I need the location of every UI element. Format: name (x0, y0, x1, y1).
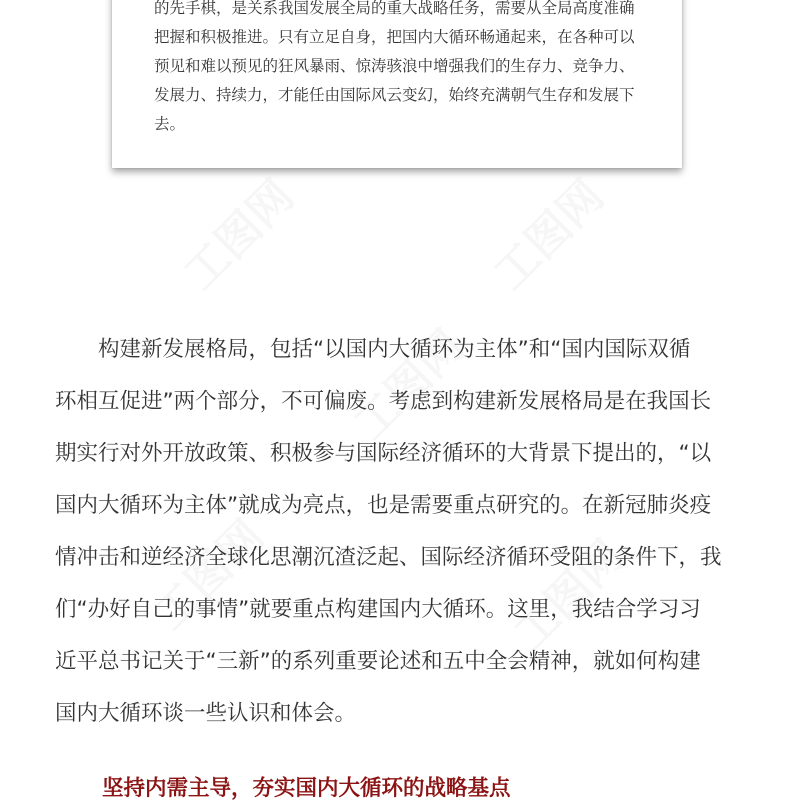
body-line: 国内大循环谈一些认识和体会。 (55, 701, 357, 726)
body-paragraph (55, 324, 755, 740)
quote-line: 预见和难以预见的狂风暴雨、惊涛骇浪中增强我们的生存力、竞争力、 (154, 57, 635, 75)
body-line: 近平总书记关于“三新”的系列重要论述和五中全会精神，就如何构建 (55, 649, 701, 674)
body-line: 环相互促进”两个部分，不可偏废。考虑到构建新发展格局是在我国长 (55, 389, 712, 414)
quote-line: 的先手棋，是关系我国发展全局的重大战略任务，需要从全局高度准确 (154, 0, 635, 17)
watermark (167, 163, 306, 302)
quote-line: 发展力、持续力，才能任由国际风云变幻，始终充满朝气生存和发展下 (154, 86, 635, 104)
body-line: 构建新发展格局，包括“以国内大循环为主体”和“国内国际双循 (55, 337, 691, 362)
body-line: 国内大循环为主体”就成为亮点，也是需要重点研究的。在新冠肺炎疫 (55, 493, 712, 518)
body-line: 情冲击和逆经济全球化思潮沉渣泛起、国际经济循环受阻的条件下，我 (55, 545, 722, 570)
body-line: 们“办好自己的事情”就要重点构建国内大循环。这里，我结合学习习 (55, 597, 701, 622)
watermark (477, 163, 616, 302)
quote-line: 把握和积极推进。只有立足自身，把国内大循环畅通起来，在各种可以 (154, 28, 635, 46)
section-heading: 坚持内需主导，夯实国内大循环的战略基点 (102, 776, 511, 800)
body-line: 期实行对外开放政策、积极参与国际经济循环的大背景下提出的，“以 (55, 441, 712, 466)
quote-text (154, 0, 654, 139)
quote-line: 去。 (154, 115, 186, 133)
